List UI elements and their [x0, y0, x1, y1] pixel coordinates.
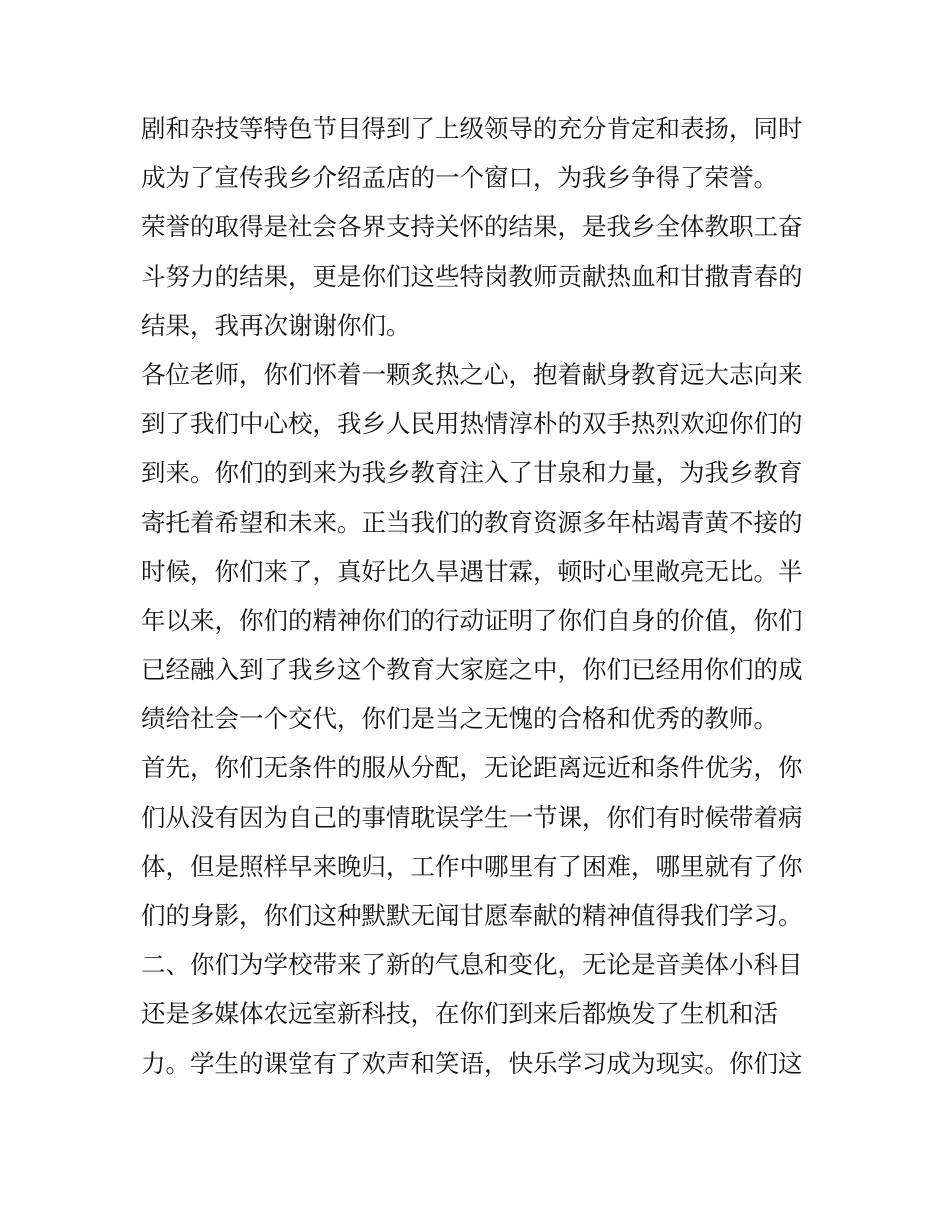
text-line-8: 到来。你们的到来为我乡教育注入了甘泉和力量，为我乡教育 [141, 458, 803, 488]
text-line-1: 剧和杂技等特色节目得到了上级领导的充分肯定和表扬，同时 [141, 114, 803, 143]
text-line-2: 成为了宣传我乡介绍孟店的一个窗口，为我乡争得了荣誉。 [141, 163, 778, 193]
text-line-10: 时候，你们来了，真好比久旱遇甘霖，顿时心里敞亮无比。半 [141, 556, 803, 586]
text-line-16: 体，但是照样早来晚归，工作中哪里有了困难，哪里就有了你 [141, 851, 803, 881]
text-line-12: 已经融入到了我乡这个教育大家庭之中，你们已经用你们的成 [141, 655, 803, 685]
text-line-18: 二、你们为学校带来了新的气息和变化，无论是音美体小科目 [141, 950, 803, 980]
text-line-15: 们从没有因为自己的事情耽误学生一节课，你们有时候带着病 [141, 802, 803, 832]
text-line-9: 寄托着希望和未来。正当我们的教育资源多年枯竭青黄不接的 [141, 507, 803, 537]
text-line-7: 到了我们中心校，我乡人民用热情淳朴的双手热烈欢迎你们的 [141, 409, 803, 439]
text-line-13: 绩给社会一个交代，你们是当之无愧的合格和优秀的教师。 [141, 704, 778, 734]
text-line-4: 斗努力的结果，更是你们这些特岗教师贡献热血和甘撒青春的 [141, 261, 803, 291]
text-line-5: 结果，我再次谢谢你们。 [141, 310, 411, 340]
text-line-6: 各位老师，你们怀着一颗炙热之心，抱着献身教育远大志向来 [141, 359, 803, 389]
text-line-14: 首先，你们无条件的服从分配，无论距离远近和条件优劣，你 [141, 753, 803, 783]
text-line-20: 力。学生的课堂有了欢声和笑语，快乐学习成为现实。你们这 [141, 1048, 803, 1078]
text-line-3: 荣誉的取得是社会各界支持关怀的结果，是我乡全体教职工奋 [141, 212, 803, 242]
text-line-11: 年以来，你们的精神你们的行动证明了你们自身的价值，你们 [141, 605, 803, 635]
document-body [141, 104, 821, 1088]
text-line-17: 们的身影，你们这种默默无闻甘愿奉献的精神值得我们学习。 [141, 901, 803, 930]
text-line-19: 还是多媒体农远室新科技，在你们到来后都焕发了生机和活 [141, 999, 778, 1029]
